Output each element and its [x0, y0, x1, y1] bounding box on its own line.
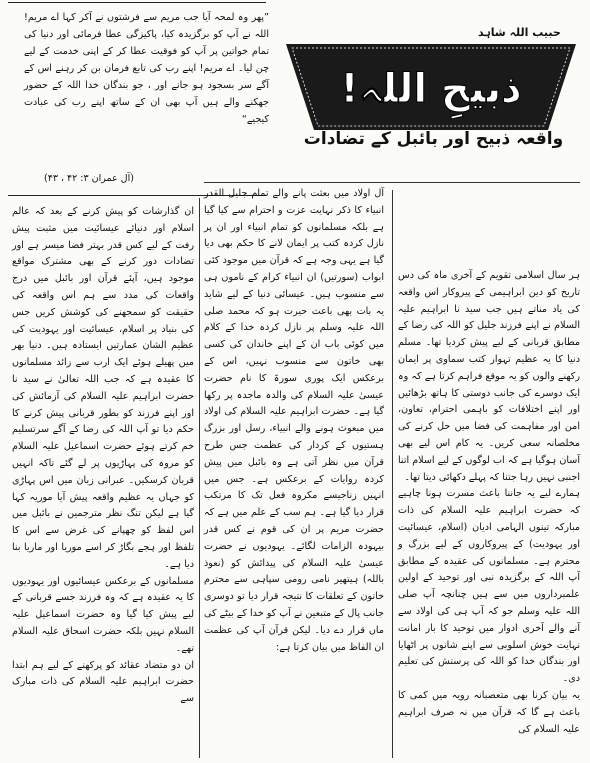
author-name: حبیب اللہ شاہد	[478, 26, 561, 39]
article-column-middle: آل اولاد میں بعثت پانے والے تمام جلیل القدر انبیاء کا ذکر نہایت عزت و احترام سے کیا گیا ہے بلکہ مسلمانوں کو تمام انبیاء اور ان پر نازل کردہ کتب پر ایمان لانے کا حکم بھی دیا گیا ہے یہی وجہ ہے کہ قرآن میں موجود کئی ابواب (سورتیں) ان انبیاء کرام کے ناموں ہی سے منسوب ہیں۔ عیسائی دنیا کے لیے شاید یہ بات بھی باعث حیرت ہو کہ محمد صلی اللہ علیہ وسلم پر نازل کردہ خدا کے کلام میں کوئی باب ان کے اپنے خاندان کی کسی بھی خاتون سے منسوب نہیں، اس کے برعکس ایک پوری سورۃ کا نام حضرت عیسیٰ علیہ السلام کی والدہ ماجدہ پر رکھا گیا ہے۔ حضرت ابراہیم علیہ السلام کی اولاد میں مبعوث ہونے والے انبیاء، رسل اور بزرگ ہستیوں کے کردار کی عظمت جس طرح قرآن میں نظر آتی ہے وہ بائبل میں پیش کردہ روایات کے برعکس ہے۔ جس میں انہیں زناجیسے مکروہ فعل تک کا مرتکب قرار دیا گیا ہے۔ ہم سب کے علم میں ہے کہ حضرت مریم پر ان کی قوم نے کس قدر بیہودہ الزامات لگائے۔ یہودیوں نے حضرت عیسیٰ علیہ السلام کی پیدائش کو (نعوذ باللہ) ہیتھیر نامی رومی سپاہی سے محترم خاتون کے تعلقات کا نتیجہ قرار دیا تو دوسری جانب پال کے متبعین نے آپ کو خدا کے بیٹے کی ماں قرار دے دیا۔ لیکن قرآن آپ کی عظمت ان الفاظ میں بیان کرتا ہے:	[200, 188, 384, 653]
article-subtitle: واقعہ ذبیح اور بائبل کے تضادات	[303, 129, 564, 149]
article-title: ذبیحِ اللہ!	[340, 66, 522, 112]
column-divider	[392, 190, 393, 758]
article-column-right: ہر سال اسلامی تقویم کے آخری ماہ کی دس تاریخ کو دین ابراہیمی کے پیروکار اس واقعہ کی یاد مناتے ہیں جب سید نا ابراہیم علیہ السلام نے اپنے فرزند جلیل کو اللہ کی رضا کے مطابق قربانی کے لیے پیش کردیا تھا۔ مسلم دنیا کا یہ عظیم تہوار کتب سماوی پر ایمان رکھنے والوں کو یہ موقع فراہم کرتا ہے کہ وہ ایک دوسرے کی جانب دوستی کا ہاتھ بڑھائیں اور اپنے اختلافات کو باہمی احترام، تعاون، امن اور مفاہمت کی فضا میں حل کرنے کی مخلصانہ سعی کریں۔ یہ کام اس لیے بھی آسان ہوگیا ہے کہ اب لوگوں کے لیے اسلام اتنا اجنبی نہیں رہا جتنا کہ پہلے دکھائی دیتا تھا۔ ہمارے لیے یہ جاننا باعث مسرت ہونا چاہیے کہ حضرت ابراہیم علیہ السلام کی ذات مبارکہ تینوں الہامی ادیان (اسلام، عیسائیت اور یہودیت) کے پیروکاروں کے لیے بزرگ و محترم ہے۔ مسلمانوں کی عقیدہ کے مطابق آپ اللہ کے برگزیدہ نبی اور توحید کے اولین علمبرداروں میں سے ہیں چنانچہ آپ صلی اللہ علیہ وسلم جو کہ آپ ہی کی اولاد سے آنے والے آخری ادوار میں توحید کا بار امانت نہایت خوش اسلوبی سے اپنے شانوں پر اٹھایا اور بندگان خدا کو اللہ کی پرستش کی تعلیم دی۔ یہ بیان کرنا بھی متعصبانہ رویہ میں کمی کا باعث ہے گا کہ قرآن میں نہ صرف ابراہیم علیہ السلام کی	[398, 270, 580, 735]
title-banner	[286, 44, 576, 134]
quote-box	[8, 2, 269, 196]
article-column-left: ان گذارشات کو پیش کرنے کے بعد کہ عالم اسلام اور دنیائے عیسائیت میں مثبت پیش رفت کے لیے کس قدر بہتر فضا میسر ہے اور تضادات دور کرنے کے بھی مشترک مواقع موجود ہیں، آپئے قرآن اور بائبل میں درج واقعات کی مدد سے ہم اس واقعہ کی حقیقت کو سمجھنے کی کوشش کریں جس کی بنیاد پر اسلام، عیسائیت اور یہودیت کی عظیم الشان عمارتیں ایستادہ ہیں۔ دنیا بھر میں پھیلے ہوئے ایک ارب سے زائد مسلمانوں کا عقیدہ ہے کہ جب اللہ تعالیٰ نے سید نا حضرت ابراہیم علیہ السلام کی آزمائش کی اور اپنے فرزند کو بطور قربانی پیش کرنے کا حکم دیا تو آپ اللہ کی رضا کے آگے سرتسلیم خم کرتے ہوئے حضرت اسماعیل علیہ السلام کو مروہ کی پہاڑیوں پر لے گئے تاکہ انہیں قربان کرسکیں۔ عبرانی زبان میں اس پہاڑی کو جہاں یہ عظیم واقعہ پیش آیا موریہ کہا گیا ہے لیکن تنگ نظر مترجمین نے بائبل میں اس لفظ کو چھپانے کی غرض سے اس کا تلفظ اور ہجے بگاڑ کر اسے موریا اور ماریا بنا دیا ہے۔ مسلمانوں کے برعکس عیسائیوں اور یہودیوں کا یہ عقیدہ ہے کہ وہ فرزند جسے قربانی کے لیے پیش کیا گیا وہ حضرت اسماعیل علیہ السلام نہیں بلکہ حضرت اسحاق علیہ السلام تھے۔ ان دو متضاد عقائد کو پرکھنے کے لیے ہم ابتدا حضرت ابراہیم علیہ السلام کی ذات مبارک سے	[12, 206, 194, 705]
quote-reference: (آل عمران ۳: ۴۲ ، ۴۳)	[44, 173, 134, 184]
divider-horizontal	[204, 182, 580, 183]
quran-quote: ”پھر وہ لمحہ آیا جب مریم سے فرشتوں نے آکر کہا اے مریم! اللہ نے آپ کو برگزیدہ کیا، پاکیزگی عطا فرمائی اور دنیا کی تمام خواتین پر آپ کو فوقیت عطا کر کے اپنی خدمت کے لیے چن لیا۔ اے مریم! اپنے رب کی تابع فرمان بن کر رہنے اس کے آگے سر بسجود ہو جانے اور ، جو بندگان خدا اللہ کے حضور جھکنے والے ہیں آپ بھی ان کے ساتھ اپنے رب کی عبادت کیجیے“	[20, 12, 269, 125]
column-divider	[199, 198, 200, 758]
